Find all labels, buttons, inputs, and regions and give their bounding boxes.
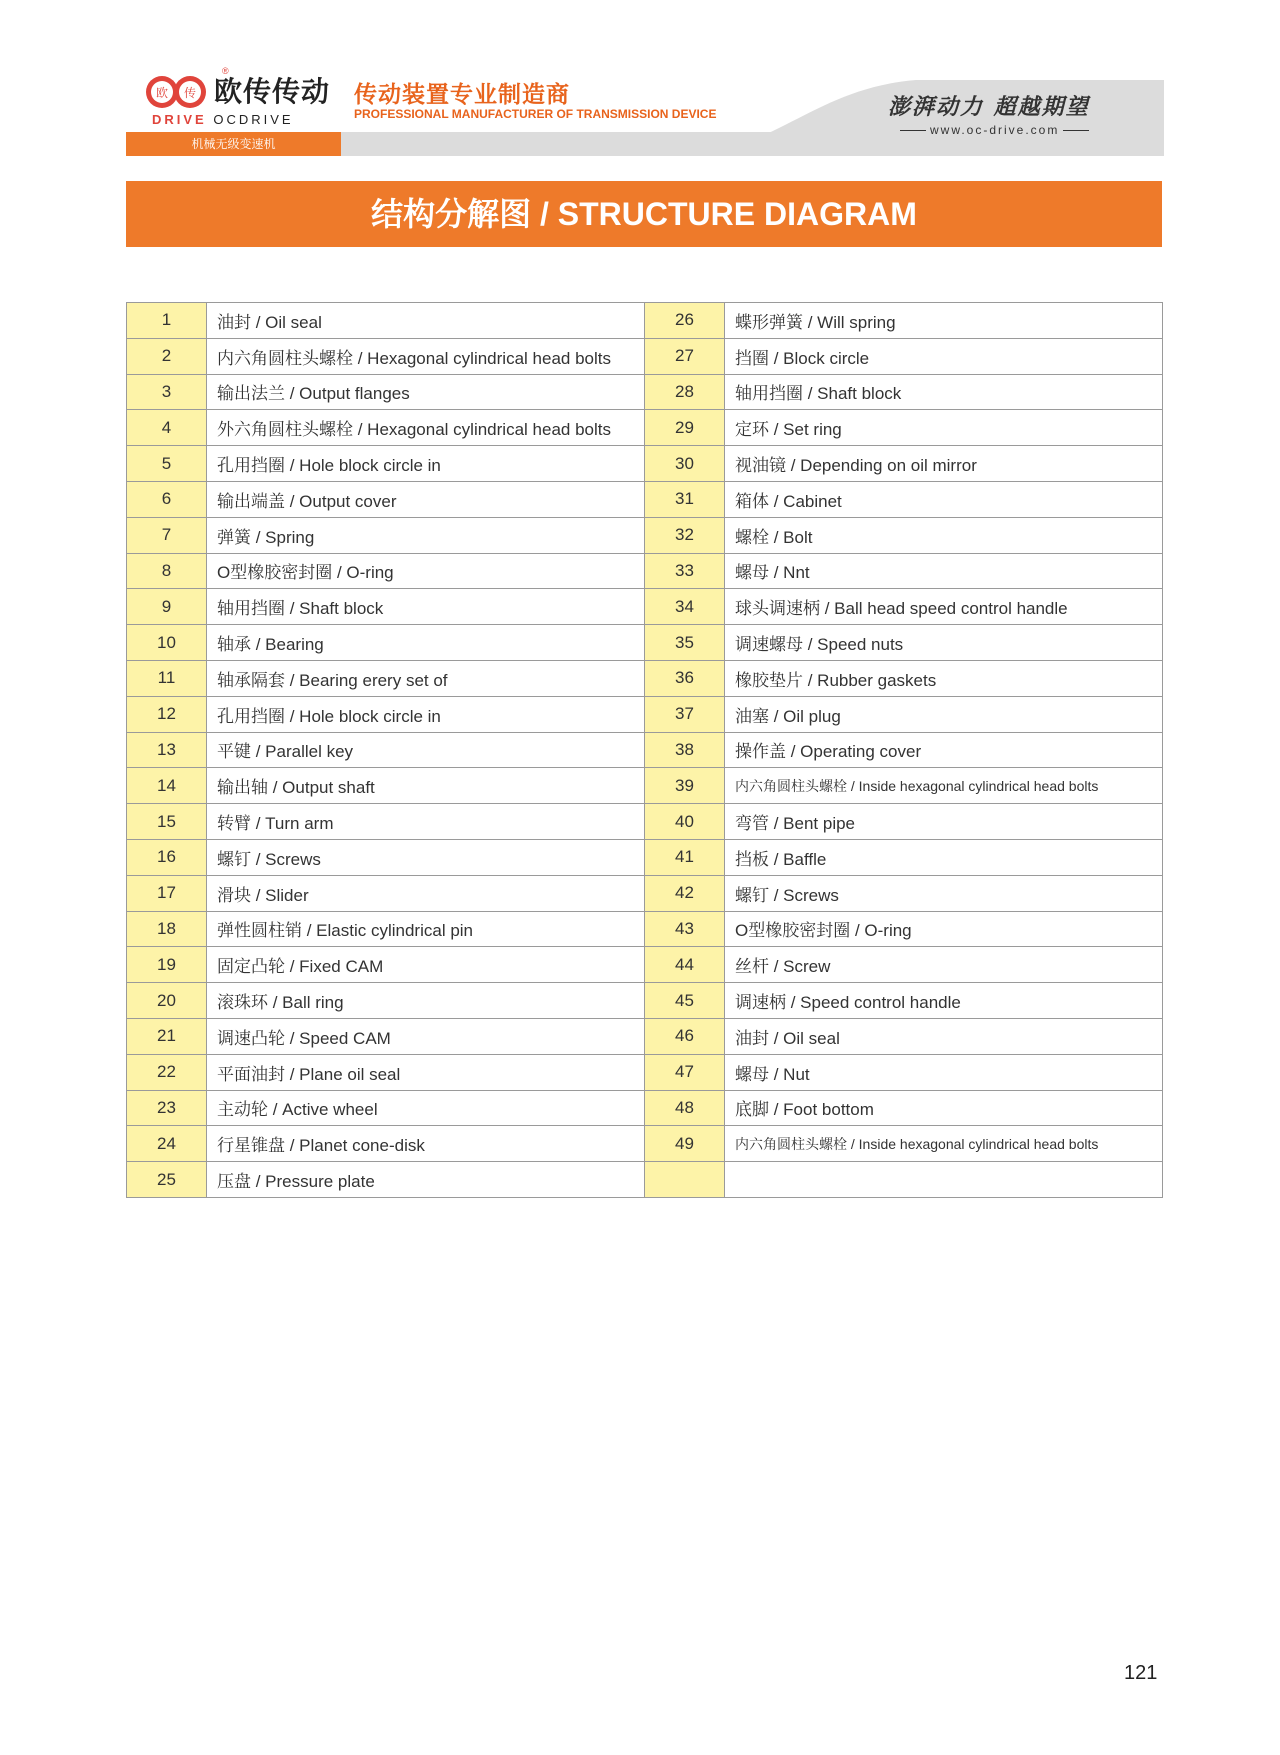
parts-table [126, 302, 1163, 1198]
table-row [127, 338, 1163, 374]
part-number: 16 [127, 839, 207, 875]
part-number: 39 [645, 768, 725, 804]
part-number: 21 [127, 1018, 207, 1054]
part-name: 轴承 / Bearing [207, 625, 645, 661]
svg-text:传: 传 [183, 86, 197, 100]
part-name: 螺母 / Nut [725, 1054, 1163, 1090]
part-number: 33 [645, 553, 725, 589]
table-row [127, 768, 1163, 804]
logo-cn-text: 欧传传动 [214, 76, 331, 107]
part-number: 10 [127, 625, 207, 661]
part-name: 孔用挡圈 / Hole block circle in [207, 446, 645, 482]
part-name: 固定凸轮 / Fixed CAM [207, 947, 645, 983]
part-name: 螺钉 / Screws [725, 875, 1163, 911]
motto: 澎湃动力 超越期望 [888, 94, 1090, 120]
part-name: 滑块 / Slider [207, 875, 645, 911]
part-number: 37 [645, 696, 725, 732]
part-name: 蝶形弹簧 / Will spring [725, 303, 1163, 339]
part-name: 轴用挡圈 / Shaft block [207, 589, 645, 625]
part-number: 30 [645, 446, 725, 482]
part-number: 24 [127, 1126, 207, 1162]
gear-logo-icon [144, 72, 210, 112]
part-name: 球头调速柄 / Ball head speed control handle [725, 589, 1163, 625]
table-row [127, 481, 1163, 517]
part-name: 底脚 / Foot bottom [725, 1090, 1163, 1126]
company-logo [144, 66, 339, 128]
table-row [127, 1054, 1163, 1090]
page-number: 121 [1124, 1662, 1158, 1684]
part-number: 34 [645, 589, 725, 625]
parts-table-body [127, 303, 1163, 1198]
part-name: 内六角圆柱头螺栓 / Hexagonal cylindrical head bolts [207, 338, 645, 374]
table-row [127, 1162, 1163, 1198]
table-row [127, 553, 1163, 589]
part-number: 6 [127, 481, 207, 517]
part-name: 调速螺母 / Speed nuts [725, 625, 1163, 661]
part-number: 13 [127, 732, 207, 768]
table-row [127, 1126, 1163, 1162]
part-name: 箱体 / Cabinet [725, 481, 1163, 517]
part-number: 41 [645, 839, 725, 875]
table-row [127, 1090, 1163, 1126]
part-number: 25 [127, 1162, 207, 1198]
part-name: 油封 / Oil seal [725, 1018, 1163, 1054]
table-row [127, 589, 1163, 625]
part-number: 43 [645, 911, 725, 947]
part-name: 弹性圆柱销 / Elastic cylindrical pin [207, 911, 645, 947]
table-row [127, 983, 1163, 1019]
part-number: 27 [645, 338, 725, 374]
part-name: 挡圈 / Block circle [725, 338, 1163, 374]
part-number: 45 [645, 983, 725, 1019]
part-name: 行星锥盘 / Planet cone-disk [207, 1126, 645, 1162]
table-row [127, 804, 1163, 840]
logo-en-drive: DRIVE [152, 112, 207, 127]
part-number: 17 [127, 875, 207, 911]
part-name: 平面油封 / Plane oil seal [207, 1054, 645, 1090]
part-name: 调速凸轮 / Speed CAM [207, 1018, 645, 1054]
svg-text:欧: 欧 [155, 86, 169, 100]
part-number: 8 [127, 553, 207, 589]
part-number: 9 [127, 589, 207, 625]
part-name: 油塞 / Oil plug [725, 696, 1163, 732]
part-number: 14 [127, 768, 207, 804]
part-name: 调速柄 / Speed control handle [725, 983, 1163, 1019]
part-name: 轴用挡圈 / Shaft block [725, 374, 1163, 410]
table-row [127, 625, 1163, 661]
table-row [127, 947, 1163, 983]
table-row [127, 374, 1163, 410]
part-number: 48 [645, 1090, 725, 1126]
part-number: 42 [645, 875, 725, 911]
table-row [127, 660, 1163, 696]
part-number: 36 [645, 660, 725, 696]
part-number: 19 [127, 947, 207, 983]
part-number: 2 [127, 338, 207, 374]
page-header [126, 58, 1164, 158]
table-row [127, 446, 1163, 482]
part-name: 轴承隔套 / Bearing erery set of [207, 660, 645, 696]
part-number: 12 [127, 696, 207, 732]
part-number: 15 [127, 804, 207, 840]
part-number: 22 [127, 1054, 207, 1090]
part-name: 主动轮 / Active wheel [207, 1090, 645, 1126]
slogan-en: PROFESSIONAL MANUFACTURER OF TRANSMISSION DEVICE [354, 107, 717, 121]
part-name: 螺母 / Nnt [725, 553, 1163, 589]
part-number: 7 [127, 517, 207, 553]
part-number: 5 [127, 446, 207, 482]
table-row [127, 696, 1163, 732]
section-banner: 结构分解图 / STRUCTURE DIAGRAM [126, 181, 1162, 247]
part-name: 输出轴 / Output shaft [207, 768, 645, 804]
part-number: 3 [127, 374, 207, 410]
registered-mark: ® [222, 66, 229, 76]
part-name: 螺栓 / Bolt [725, 517, 1163, 553]
part-name: 油封 / Oil seal [207, 303, 645, 339]
table-row [127, 839, 1163, 875]
part-name: 平键 / Parallel key [207, 732, 645, 768]
part-number: 28 [645, 374, 725, 410]
part-number: 18 [127, 911, 207, 947]
part-name: 滚珠环 / Ball ring [207, 983, 645, 1019]
part-name: 外六角圆柱头螺栓 / Hexagonal cylindrical head bolts [207, 410, 645, 446]
part-name: O型橡胶密封圈 / O-ring [725, 911, 1163, 947]
website [896, 123, 1093, 137]
part-number: 40 [645, 804, 725, 840]
part-name: 操作盖 / Operating cover [725, 732, 1163, 768]
part-number: 4 [127, 410, 207, 446]
table-row [127, 410, 1163, 446]
logo-en-text [152, 112, 294, 127]
part-number: 20 [127, 983, 207, 1019]
part-name: 挡板 / Baffle [725, 839, 1163, 875]
part-name: 输出端盖 / Output cover [207, 481, 645, 517]
part-name: O型橡胶密封圈 / O-ring [207, 553, 645, 589]
table-row [127, 732, 1163, 768]
part-name: 视油镜 / Depending on oil mirror [725, 446, 1163, 482]
table-row [127, 303, 1163, 339]
logo-en-ocdrive: OCDRIVE [213, 112, 294, 127]
part-name: 输出法兰 / Output flanges [207, 374, 645, 410]
part-number: 47 [645, 1054, 725, 1090]
part-name: 弹簧 / Spring [207, 517, 645, 553]
part-number: 23 [127, 1090, 207, 1126]
category-tab: 机械无级变速机 [126, 132, 341, 156]
part-number: 29 [645, 410, 725, 446]
website-url: www.oc-drive.com [930, 123, 1060, 137]
part-number: 44 [645, 947, 725, 983]
part-number: 26 [645, 303, 725, 339]
part-number: 31 [645, 481, 725, 517]
part-number: 11 [127, 660, 207, 696]
part-name: 丝杆 / Screw [725, 947, 1163, 983]
table-row [127, 517, 1163, 553]
table-row [127, 875, 1163, 911]
part-name: 内六角圆柱头螺栓 / Inside hexagonal cylindrical head bolts [725, 1126, 1163, 1162]
part-name: 螺钉 / Screws [207, 839, 645, 875]
part-name: 孔用挡圈 / Hole block circle in [207, 696, 645, 732]
part-number: 35 [645, 625, 725, 661]
part-name [725, 1162, 1163, 1198]
part-number: 32 [645, 517, 725, 553]
part-name: 内六角圆柱头螺栓 / Inside hexagonal cylindrical head bolts [725, 768, 1163, 804]
part-number: 46 [645, 1018, 725, 1054]
part-name: 橡胶垫片 / Rubber gaskets [725, 660, 1163, 696]
part-number: 1 [127, 303, 207, 339]
table-row [127, 1018, 1163, 1054]
slogan-cn: 传动装置专业制造商 [354, 81, 570, 107]
part-name: 定环 / Set ring [725, 410, 1163, 446]
part-number: 38 [645, 732, 725, 768]
part-name: 转臂 / Turn arm [207, 804, 645, 840]
part-name: 压盘 / Pressure plate [207, 1162, 645, 1198]
part-name: 弯管 / Bent pipe [725, 804, 1163, 840]
part-number: 49 [645, 1126, 725, 1162]
part-number [645, 1162, 725, 1198]
table-row [127, 911, 1163, 947]
